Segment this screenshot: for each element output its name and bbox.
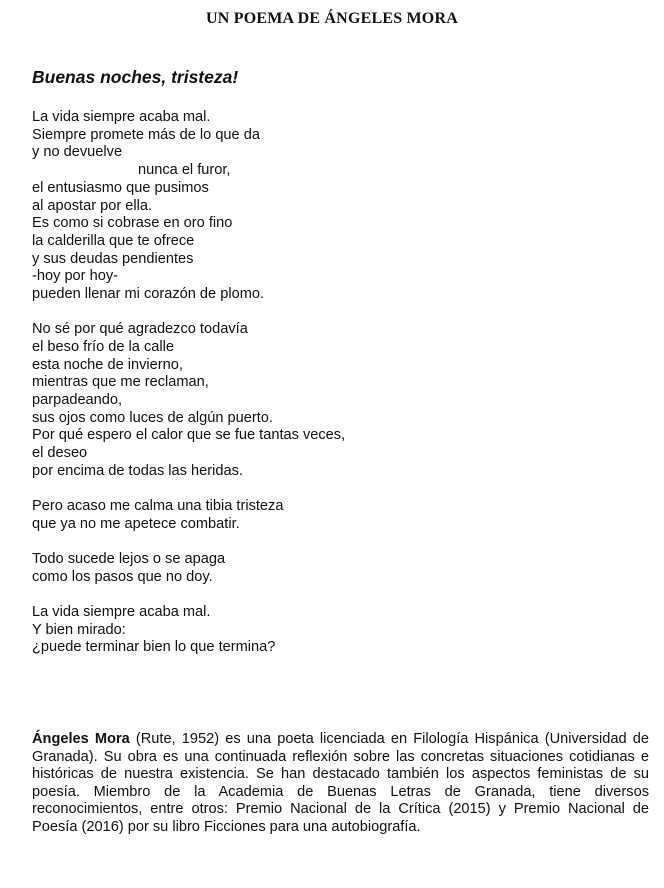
poem-line: Pero acaso me calma una tibia tristeza [32,498,284,515]
poem-line: Por qué espero el calor que se fue tantas veces, [32,427,346,444]
poem-line: al apostar por ella. [32,197,153,214]
poem-line: la calderilla que te ofrece [32,232,195,249]
poem-line: el entusiasmo que pusimos [32,179,209,196]
poem-line: parpadeando, [32,392,123,409]
poem-stanza-4 [32,551,345,586]
poem-line: Y bien mirado: [32,621,126,638]
poem-line: Todo sucede lejos o se apaga [32,550,226,567]
poem-line: el deseo [32,445,88,462]
poem-line: La vida siempre acaba mal. [32,603,211,620]
author-bio [32,731,649,837]
poem-line: que ya no me apetece combatir. [32,515,240,532]
poem-line: Es como si cobrase en oro fino [32,215,233,232]
poem-line: el beso frío de la calle [32,338,174,355]
poem-line: esta noche de invierno, [32,356,183,373]
poem-line: No sé por qué agradezco todavía [32,321,248,338]
poem-line: ¿puede terminar bien lo que termina? [32,639,276,656]
poem-line: como los pasos que no doy. [32,568,213,585]
poem-line: Siempre promete más de lo que da [32,126,260,143]
poem-title: Buenas noches, tristeza! [32,67,239,87]
poem-stanza-1 [32,109,345,304]
poem-line: La vida siempre acaba mal. [32,109,211,125]
poem-line: por encima de todas las heridas. [32,462,243,479]
poem-stanza-3 [32,498,345,533]
poem-stanza-2 [32,321,345,480]
poem-line-indented: nunca el furor, [138,162,231,179]
poem-line: -hoy por hoy- [32,268,118,285]
poem-line: mientras que me reclaman, [32,374,209,391]
poem-line: y no devuelve [32,144,123,161]
author-bio-text: (Rute, 1952) es una poeta licenciada en Filología Hispánica (Universidad de Granada). Su obra es una continuada reflexión sobre las concretas situaciones cotidianas e históricas de nuestra existencia. Se han destacado también los aspectos feministas de su poesía. Miembro de la Academia de Buenas Letras de Granada, tiene diversos reconocimientos, entre otros: Premio Nacional de la Crítica (2015) y Premio Nacional de Poesía (2016) por su libro Ficciones para una autobiografía. [32,731,649,835]
poem-line: pueden llenar mi corazón de plomo. [32,286,265,303]
author-name: Ángeles Mora [32,731,130,747]
poem-stanza-5 [32,604,345,657]
poem-line: y sus deudas pendientes [32,250,194,267]
document-title: UN POEMA DE ÁNGELES MORA [206,10,458,27]
poem-line: sus ojos como luces de algún puerto. [32,409,273,426]
poem-body [32,109,345,657]
